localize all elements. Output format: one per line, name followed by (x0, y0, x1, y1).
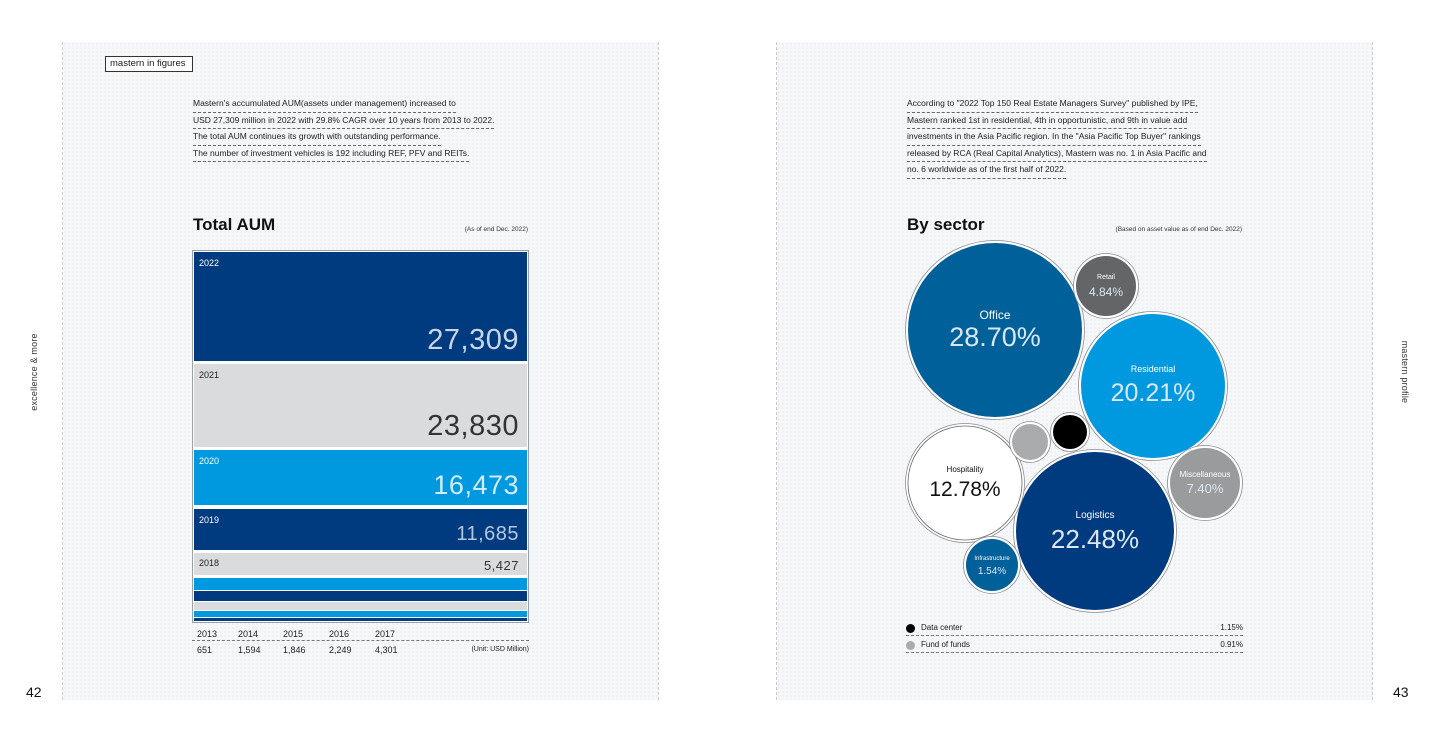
bar-value-label: 11,685 (456, 523, 519, 545)
bar-year-label: 2018 (199, 558, 220, 568)
bar-value-label: 5,427 (483, 558, 519, 573)
axis-year-label: 2017 (375, 629, 396, 639)
aum-bar-2020 (194, 450, 527, 505)
bubble-value-label: 1.54% (977, 566, 1007, 577)
legend-value: 1.15% (1220, 623, 1243, 632)
legend-dot (906, 624, 915, 633)
aum-bar-2019 (194, 509, 527, 550)
intro-line: The number of investment vehicles is 192 including REF, PFV and REITs. (193, 146, 469, 163)
sector-chart-title: By sector (907, 215, 985, 234)
bubble-value-label: 7.40% (1186, 481, 1224, 496)
aum-chart-title: Total AUM (193, 215, 276, 234)
axis-year-label: 2013 (197, 629, 218, 639)
axis-year-label: 2016 (329, 629, 350, 639)
bubble-name-label: Miscellaneous (1179, 470, 1231, 479)
legend-dot (906, 641, 915, 650)
side-label-right: mastern profile (1400, 340, 1410, 404)
intro-line: The total AUM continues its growth with outstanding performance. (193, 129, 441, 146)
intro-line: no. 6 worldwide as of the first half of 2022. (907, 162, 1066, 179)
axis-value-label: 651 (197, 645, 213, 655)
intro-line: USD 27,309 million in 2022 with 29.8% CAGR over 10 years from 2013 to 2022. (193, 113, 494, 130)
axis-value-label: 4,301 (375, 645, 398, 655)
axis-value-label: 1,846 (283, 645, 306, 655)
intro-line: released by RCA (Real Capital Analytics), Mastern was no. 1 in Asia Pacific and (907, 146, 1207, 163)
legend-label: Data center (921, 623, 963, 632)
bubble-value-label: 28.70% (949, 322, 1041, 352)
axis-year-label: 2014 (238, 629, 259, 639)
bubble-fund-of-funds (1012, 424, 1048, 460)
aum-axis-values (192, 645, 529, 657)
aum-chart-note: (As of end Dec. 2022) (464, 226, 528, 233)
bar-value-label: 23,830 (427, 410, 519, 442)
intro-line: Mastern ranked 1st in residential, 4th in opportunistic, and 9th in value add (907, 113, 1187, 130)
bar-year-label: 2022 (199, 258, 220, 268)
aum-bar-2016 (194, 591, 527, 601)
legend-row-data-center (906, 622, 1243, 636)
aum-bar-2018 (194, 553, 527, 575)
bubble-value-label: 12.78% (929, 478, 1001, 501)
bubble-value-label: 20.21% (1110, 379, 1196, 407)
aum-bar-2014 (194, 611, 527, 617)
aum-axis-years (192, 629, 529, 641)
aum-bar-2022 (194, 252, 527, 361)
side-label-left: excellence & more (29, 333, 39, 411)
bar-year-label: 2019 (199, 515, 220, 525)
aum-bar-2015 (194, 602, 527, 610)
bar-year-label: 2020 (199, 456, 220, 466)
intro-line: Mastern's accumulated AUM(assets under management) increased to (193, 96, 456, 113)
bubble-name-label: Office (979, 308, 1011, 322)
bar-value-label: 27,309 (427, 324, 519, 356)
axis-value-label: 2,249 (329, 645, 352, 655)
legend-row-fund-of-funds (906, 639, 1243, 653)
legend-value: 0.91% (1220, 640, 1243, 649)
section-tag: mastern in figures (105, 56, 193, 72)
sector-chart-note: (Based on asset value as of end Dec. 2022) (1115, 226, 1242, 233)
intro-text-left (193, 96, 494, 162)
bubble-data-center (1053, 415, 1087, 449)
bubble-name-label: Residential (1130, 364, 1176, 374)
bubble-name-label: Logistics (1075, 510, 1115, 521)
aum-bar-2017 (194, 578, 527, 590)
bubble-value-label: 22.48% (1050, 524, 1140, 554)
axis-year-label: 2015 (283, 629, 304, 639)
axis-value-label: 1,594 (238, 645, 261, 655)
bubble-value-label: 4.84% (1088, 285, 1124, 299)
intro-text-right (907, 96, 1207, 179)
bar-value-label: 16,473 (433, 470, 519, 500)
bubble-infrastructure (966, 539, 1018, 591)
page-number-right: 43 (1393, 684, 1409, 700)
sector-bubble-chart (896, 246, 1256, 618)
bubble-name-label: Infrastructure (974, 556, 1010, 562)
aum-bar-2013 (194, 618, 527, 621)
aum-bar-2021 (194, 364, 527, 447)
bubble-name-label: Hospitality (946, 465, 984, 474)
intro-line: According to "2022 Top 150 Real Estate Managers Survey" published by IPE, (907, 96, 1198, 113)
page-number-left: 42 (26, 684, 42, 700)
legend-label: Fund of funds (921, 640, 970, 649)
unit-label: (Unit: USD Million) (471, 646, 529, 653)
intro-line: investments in the Asia Pacific region. In the "Asia Pacific Top Buyer" rankings (907, 129, 1201, 146)
bubble-name-label: Retail (1097, 274, 1115, 281)
bar-year-label: 2021 (199, 370, 220, 380)
